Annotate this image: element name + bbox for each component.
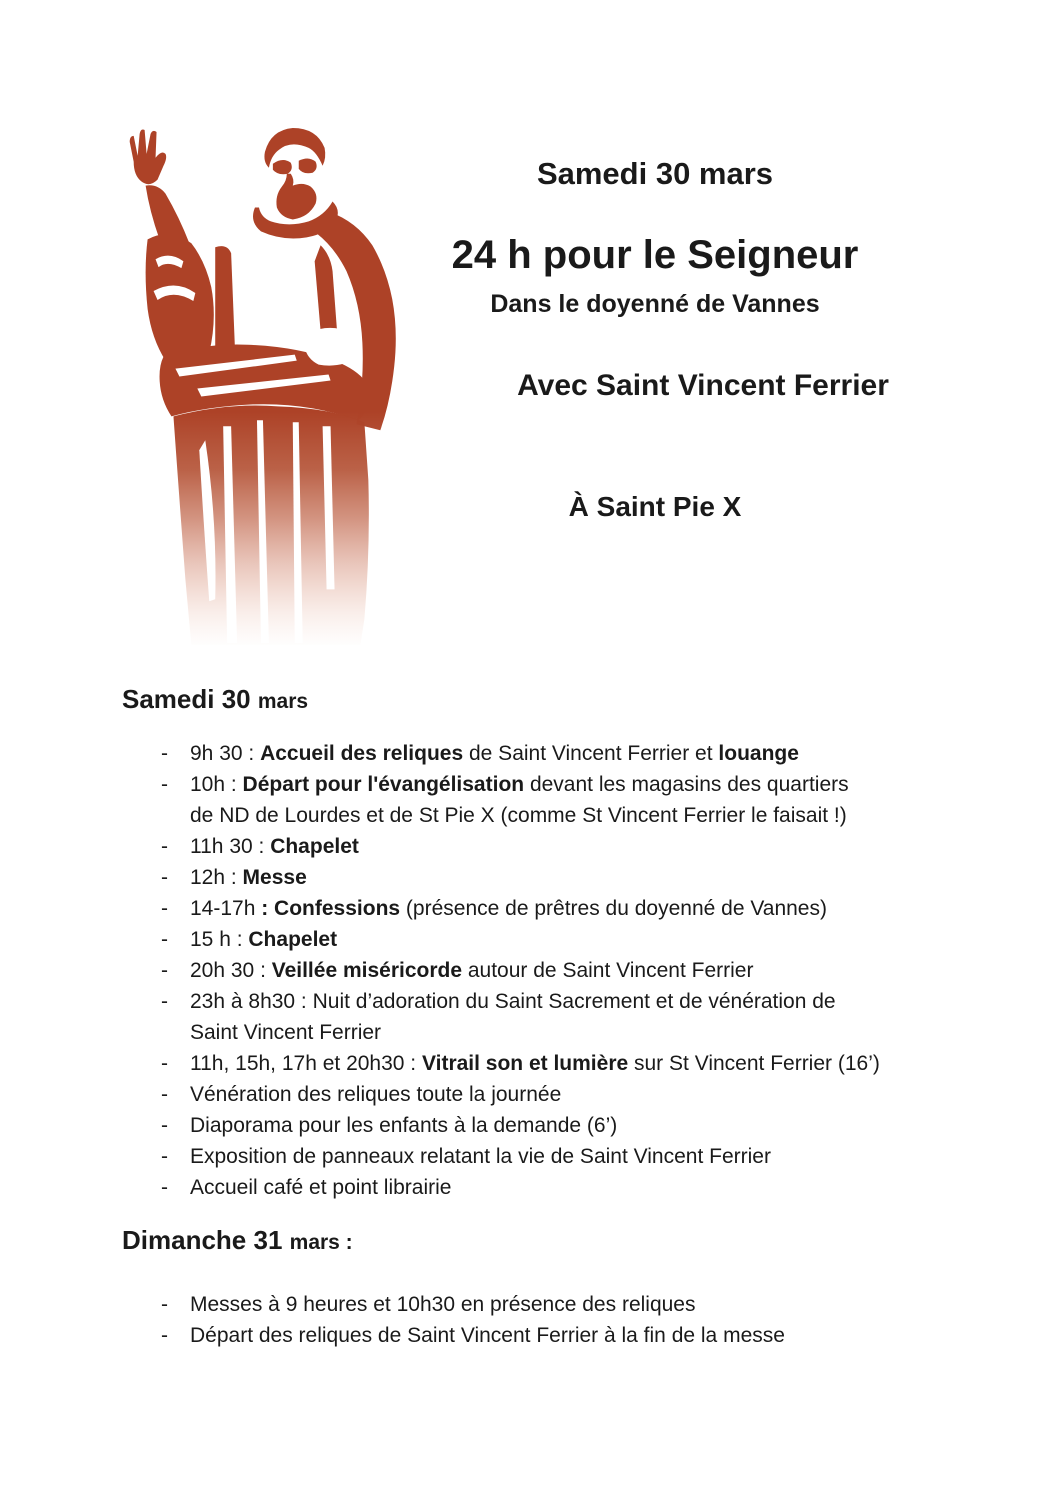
page-title: 24 h pour le Seigneur <box>451 233 859 277</box>
schedule-item: - 11h, 15h, 17h et 20h30 : Vitrail son et lumière sur St Vincent Ferrier (16’) <box>161 1048 981 1079</box>
saturday-heading-day: Samedi 30 <box>122 684 251 714</box>
header-with-line: Avec Saint Vincent Ferrier <box>517 369 889 402</box>
section-sunday <box>122 1224 1002 1351</box>
schedule-item: - Messes à 9 heures et 10h30 en présence des reliques <box>161 1289 981 1320</box>
saturday-heading-month: mars <box>257 690 309 713</box>
schedule-item: - Exposition de panneaux relatant la vie de Saint Vincent Ferrier <box>161 1141 981 1172</box>
sunday-heading-day: Dimanche 31 <box>122 1225 283 1255</box>
saturday-heading <box>122 683 1002 718</box>
header-location-line: À Saint Pie X <box>568 491 742 522</box>
sunday-heading <box>122 1224 1002 1259</box>
saturday-schedule-list <box>122 738 981 1203</box>
schedule-item: - 12h : Messe <box>161 862 981 893</box>
section-saturday <box>122 683 1002 1203</box>
schedule-item: - 23h à 8h30 : Nuit d’adoration du Saint Sacrement et de vénération de Saint Vincent Ferrier <box>161 986 981 1048</box>
schedule-item: - 10h : Départ pour l'évangélisation devant les magasins des quartiers de ND de Lourdes et de St Pie X (comme St Vincent Ferrier le faisait !) <box>161 769 981 831</box>
sunday-schedule-list <box>122 1289 981 1351</box>
schedule-item: - Départ des reliques de Saint Vincent Ferrier à la fin de la messe <box>161 1320 981 1351</box>
header-subtitle: Dans le doyenné de Vannes <box>490 290 820 318</box>
saint-vincent-ferrier-statue-icon <box>103 122 403 649</box>
schedule-item: - 11h 30 : Chapelet <box>161 831 981 862</box>
schedule-item: - 20h 30 : Veillée miséricorde autour de Saint Vincent Ferrier <box>161 955 981 986</box>
schedule-item: - Vénération des reliques toute la journée <box>161 1079 981 1110</box>
schedule-item: - 15 h : Chapelet <box>161 924 981 955</box>
schedule-item: - Diaporama pour les enfants à la demande (6’) <box>161 1110 981 1141</box>
schedule-item: - Accueil café et point librairie <box>161 1172 981 1203</box>
schedule-item: - 9h 30 : Accueil des reliques de Saint Vincent Ferrier et louange <box>161 738 981 769</box>
header-date-line: Samedi 30 mars <box>536 156 774 191</box>
schedule-item: - 14-17h : Confessions (présence de prêtres du doyenné de Vannes) <box>161 893 981 924</box>
sunday-heading-month: mars : <box>289 1231 353 1254</box>
